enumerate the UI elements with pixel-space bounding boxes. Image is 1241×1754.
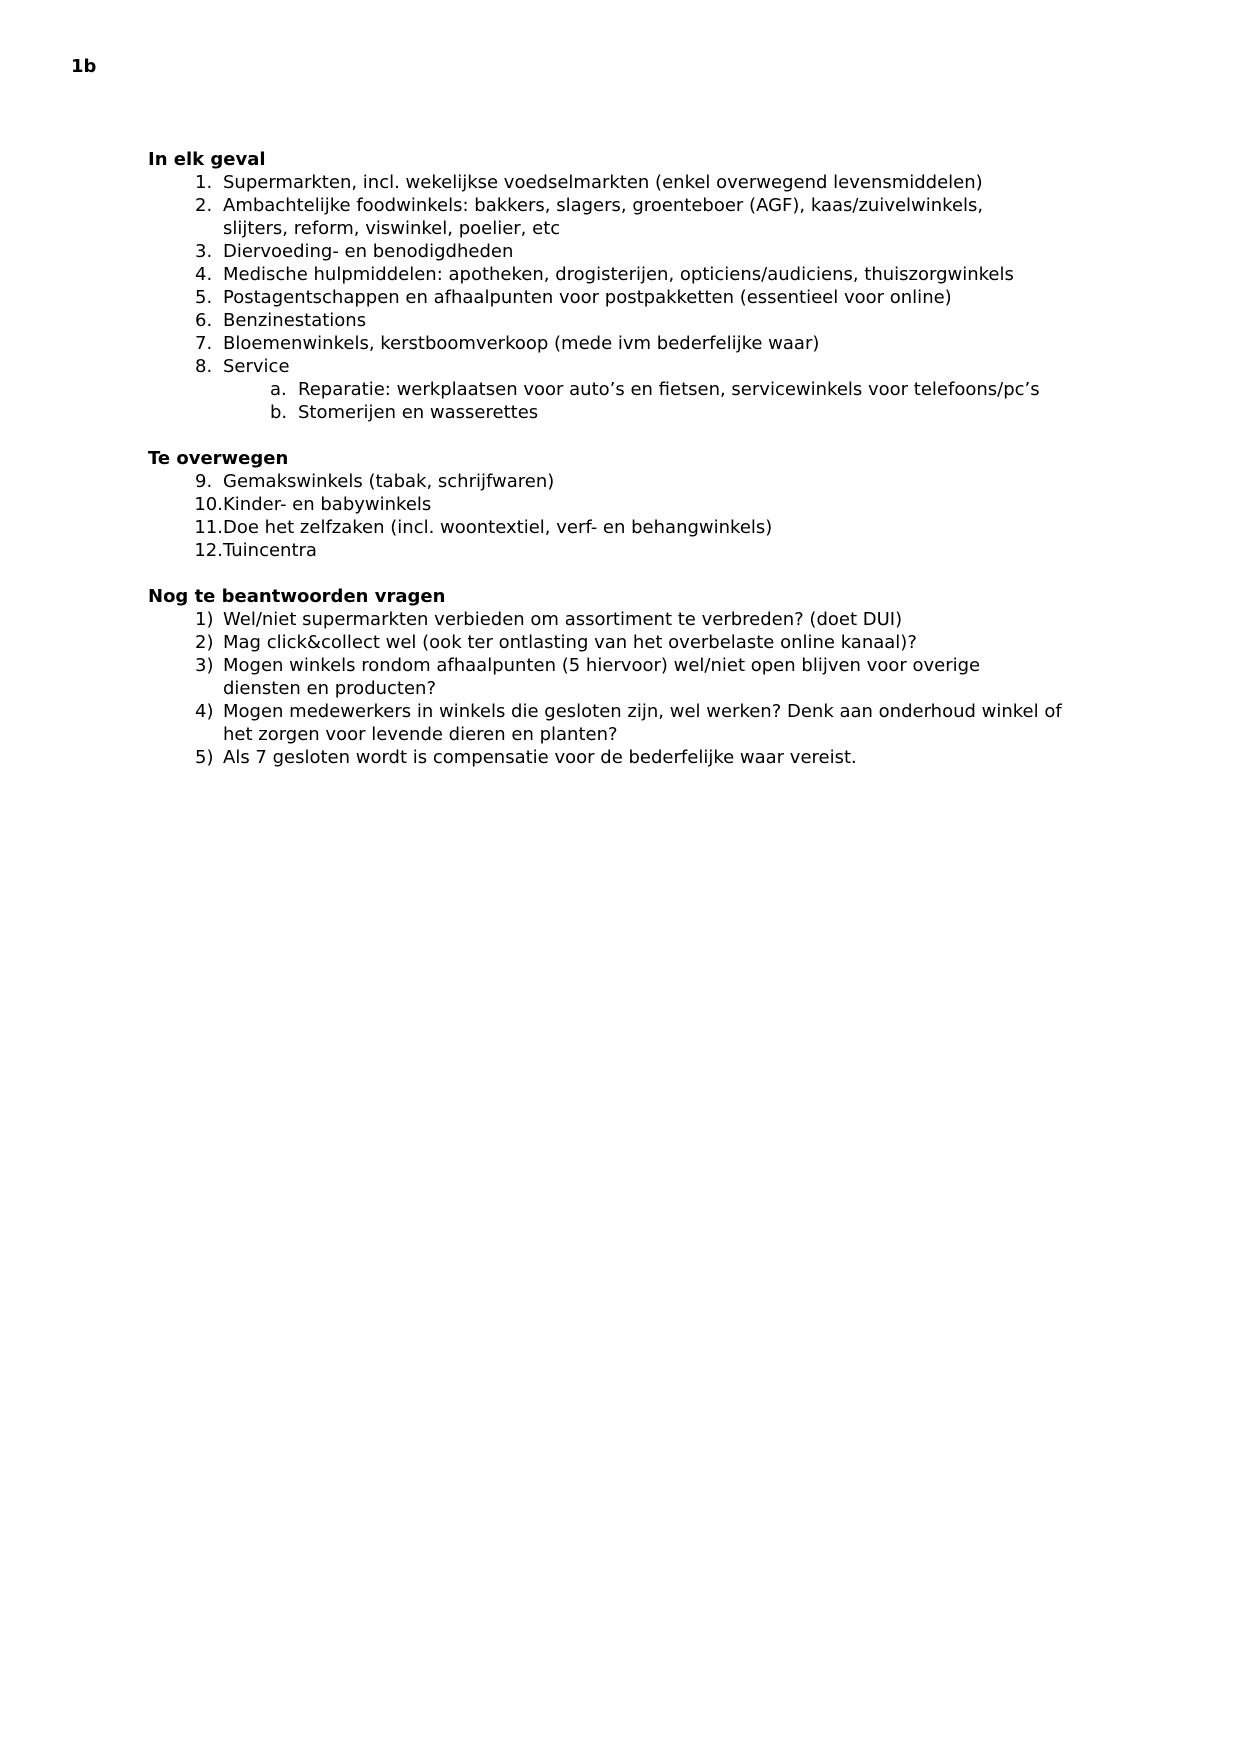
list-item — [148, 746, 1108, 769]
list-item-text: Mogen medewerkers in winkels die gesloten zijn, wel werken? Denk aan onderhoud winkel of het zorgen voor levende dieren en planten? — [223, 701, 1062, 745]
sub-list-marker: a. — [270, 379, 287, 400]
list-item — [148, 516, 1108, 539]
list-item — [148, 286, 1108, 309]
list-item — [148, 608, 1108, 631]
list-item — [148, 355, 1108, 378]
list-item-text: Supermarkten, incl. wekelijkse voedselmarkten (enkel overwegend levensmiddelen) — [223, 172, 983, 193]
list-item — [148, 332, 1108, 355]
list-marker: 5. — [195, 287, 213, 308]
list-marker: 2) — [195, 632, 214, 653]
list-marker: 4) — [195, 701, 214, 722]
list-item-text: Doe het zelfzaken (incl. woontextiel, verf- en behangwinkels) — [223, 517, 773, 538]
list-item — [148, 240, 1108, 263]
section-nog-te-beantwoorden-vragen — [148, 585, 1108, 769]
list-item-text: Mogen winkels rondom afhaalpunten (5 hiervoor) wel/niet open blijven voor overige diensten en producten? — [223, 655, 981, 699]
list-item-text: Gemakswinkels (tabak, schrijfwaren) — [223, 471, 555, 492]
list-item-text: Service — [223, 356, 290, 377]
list-item — [148, 493, 1108, 516]
list-item — [148, 539, 1108, 562]
list-marker: 1. — [195, 172, 213, 193]
section-te-overwegen — [148, 447, 1108, 562]
section-title: In elk geval — [148, 149, 266, 170]
page-label: 1b — [71, 56, 97, 77]
list-item-text: Medische hulpmiddelen: apotheken, drogisterijen, opticiens/audiciens, thuiszorgwinkels — [223, 264, 1014, 285]
list-marker: 6. — [195, 310, 213, 331]
list-marker: 8. — [195, 356, 213, 377]
list-item-text: Postagentschappen en afhaalpunten voor postpakketten (essentieel voor online) — [223, 287, 952, 308]
list-marker: 2. — [195, 195, 213, 216]
list-item-text: Mag click&collect wel (ook ter ontlasting van het overbelaste online kanaal)? — [223, 632, 917, 653]
sub-list-item-text: Reparatie: werkplaatsen voor auto’s en fietsen, servicewinkels voor telefoons/pc’s — [298, 379, 1040, 400]
list-marker: 9. — [195, 471, 213, 492]
list-marker: 10. — [194, 494, 223, 515]
list-item-text: Bloemenwinkels, kerstboomverkoop (mede ivm bederfelijke waar) — [223, 333, 820, 354]
list-item — [148, 654, 1108, 700]
section-title: Te overwegen — [148, 448, 289, 469]
list-item — [148, 309, 1108, 332]
sub-list-item — [148, 378, 1108, 401]
list-item — [148, 631, 1108, 654]
list-marker: 11. — [194, 517, 223, 538]
list-marker: 7. — [195, 333, 213, 354]
section-in-elk-geval — [148, 148, 1108, 424]
list-marker: 5) — [195, 747, 214, 768]
list-item-text: Tuincentra — [223, 540, 317, 561]
list-item — [148, 171, 1108, 194]
list-item-text: Als 7 gesloten wordt is compensatie voor de bederfelijke waar vereist. — [223, 747, 857, 768]
list-item-text: Diervoeding- en benodigdheden — [223, 241, 514, 262]
list-item-text: Ambachtelijke foodwinkels: bakkers, slagers, groenteboer (AGF), kaas/zuivelwinkels, slijters, reform, viswinkel, poelier, etc — [223, 195, 984, 239]
sub-list-item — [148, 401, 1108, 424]
list-item-text: Benzinestations — [223, 310, 367, 331]
section-title: Nog te beantwoorden vragen — [148, 586, 446, 607]
list-item — [148, 263, 1108, 286]
list-marker: 3. — [195, 241, 213, 262]
list-item-text: Kinder- en babywinkels — [223, 494, 432, 515]
sub-list-marker: b. — [270, 402, 288, 423]
list-item — [148, 700, 1108, 746]
list-marker: 12. — [194, 540, 223, 561]
list-item — [148, 194, 1108, 240]
list-item — [148, 470, 1108, 493]
list-marker: 3) — [195, 655, 214, 676]
document-body — [148, 148, 1108, 792]
list-marker: 1) — [195, 609, 214, 630]
list-marker: 4. — [195, 264, 213, 285]
sub-list-item-text: Stomerijen en wasserettes — [298, 402, 539, 423]
list-item-text: Wel/niet supermarkten verbieden om assortiment te verbreden? (doet DUI) — [223, 609, 903, 630]
